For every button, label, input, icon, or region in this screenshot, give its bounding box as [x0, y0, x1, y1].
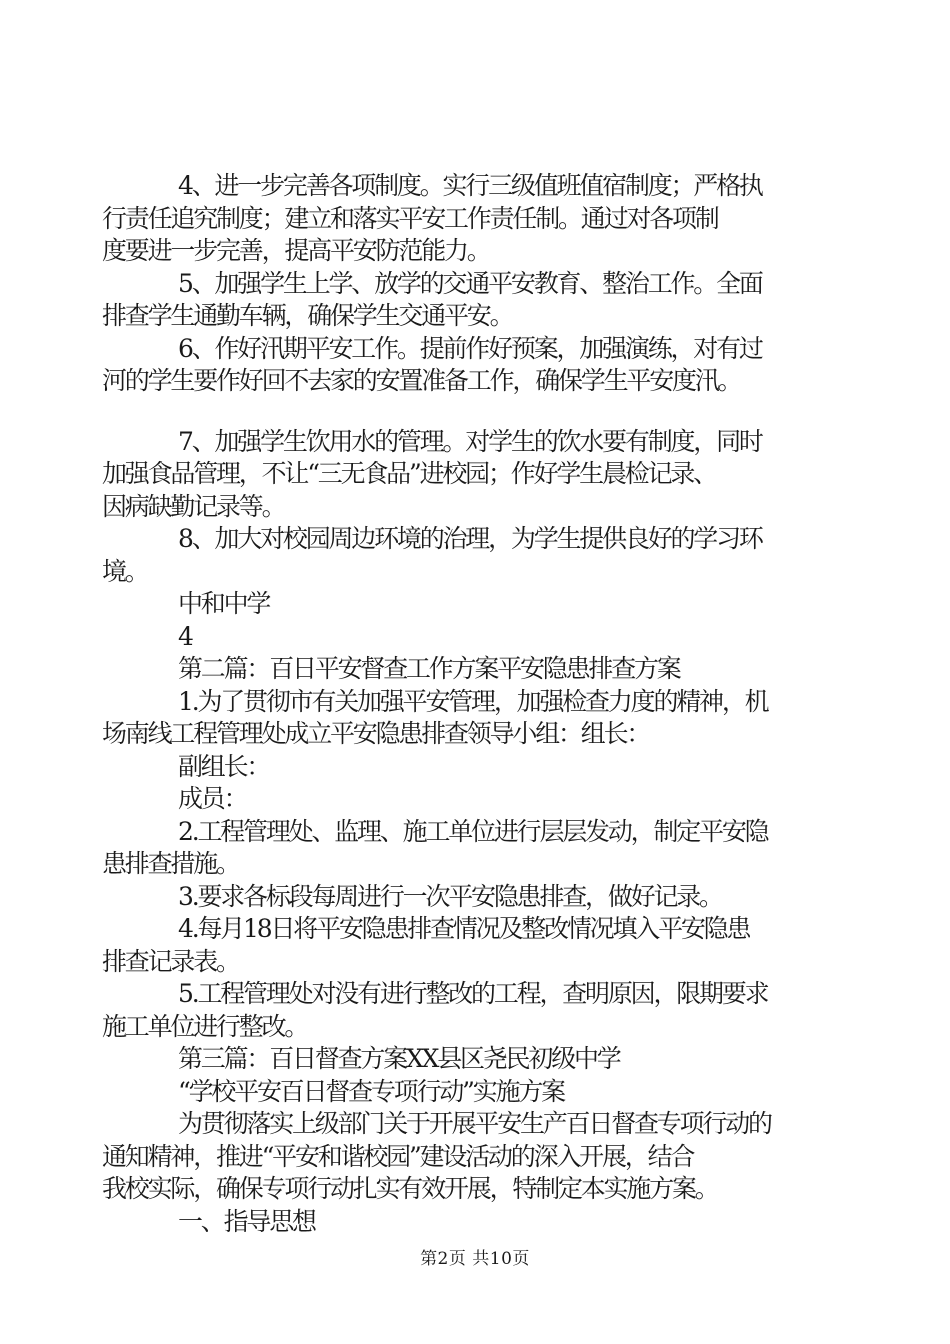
text-line: 4、进一步完善各项制度。实行三级值班值宿制度；严格执	[178, 171, 762, 200]
school-name: 中和中学	[178, 589, 270, 618]
text-line: 4.每月18日将平安隐患排查情况及整改情况填入平安隐患	[178, 914, 750, 943]
deputy-leader-line: 副组长：	[178, 751, 270, 781]
members-line: 成员：	[178, 784, 247, 813]
item-1	[0, 686, 950, 751]
paragraph-6	[0, 333, 950, 398]
text-line: 7、加强学生饮用水的管理。对学生的饮水要有制度，同时	[178, 426, 762, 456]
page-footer: 第2页 共10页	[420, 1249, 530, 1269]
text-line: 患排查措施。	[102, 849, 239, 878]
item-4	[0, 913, 950, 978]
guiding-ideology-heading: 一、指导思想	[178, 1206, 315, 1236]
paragraph-5	[0, 268, 950, 333]
item-3: 3.要求各标段每周进行一次平安隐患排查，做好记录。	[178, 881, 722, 911]
item-2	[0, 816, 950, 881]
section-heading-2: 第二篇：百日平安督查工作方案平安隐患排查方案	[178, 654, 680, 683]
text-line: 为贯彻落实上级部门关于开展平安生产百日督查专项行动的	[178, 1109, 771, 1138]
paragraph-7	[0, 426, 950, 524]
paragraph-8	[0, 523, 950, 588]
paragraph-gap	[0, 398, 950, 426]
text-line: 5、加强学生上学、放学的交通平安教育、整治工作。全面	[178, 268, 762, 298]
text-line: 5.工程管理处对没有进行整改的工程，查明原因，限期要求	[178, 979, 768, 1008]
document-body	[0, 170, 950, 1238]
text-line: 河的学生要作好回不去家的安置准备工作，确保学生平安度汛。	[102, 366, 741, 395]
plan-title: “学校平安百日督查专项行动”实施方案	[178, 1076, 564, 1106]
section-number: 4	[178, 621, 192, 651]
text-line: 通知精神，推进“平安和谐校园”建设活动的深入开展，结合	[102, 1141, 694, 1171]
text-line: 8、加大对校园周边环境的治理，为学生提供良好的学习环	[178, 524, 762, 553]
text-line: 行责任追究制度；建立和落实平安工作责任制。通过对各项制	[102, 203, 718, 233]
text-line: 6、作好汛期平安工作。提前作好预案，加强演练，对有过	[178, 333, 762, 363]
text-line: 我校实际，确保专项行动扎实有效开展，特制定本实施方案。	[102, 1174, 718, 1203]
section-heading-3: 第三篇：百日督查方案XX县区尧民初级中学	[178, 1044, 620, 1073]
text-line: 2.工程管理处、监理、施工单位进行层层发动，制定平安隐	[178, 816, 768, 846]
text-line: 排查记录表。	[102, 946, 239, 976]
text-line: 度要进一步完善，提高平安防范能力。	[102, 236, 490, 265]
text-line: 排查学生通勤车辆，确保学生交通平安。	[102, 301, 513, 330]
text-line: 1.为了贯彻市有关加强平安管理，加强检查力度的精神，机	[178, 686, 768, 716]
text-line: 因病缺勤记录等。	[102, 491, 285, 521]
intro-paragraph	[0, 1108, 950, 1206]
text-line: 境。	[102, 556, 148, 586]
text-line: 加强食品管理，不让“三无食品”进校园；作好学生晨检记录、	[102, 459, 716, 488]
paragraph-4	[0, 170, 950, 268]
text-line: 施工单位进行整改。	[102, 1011, 308, 1041]
text-line: 场南线工程管理处成立平安隐患排查领导小组：组长：	[102, 719, 650, 748]
item-5	[0, 978, 950, 1043]
